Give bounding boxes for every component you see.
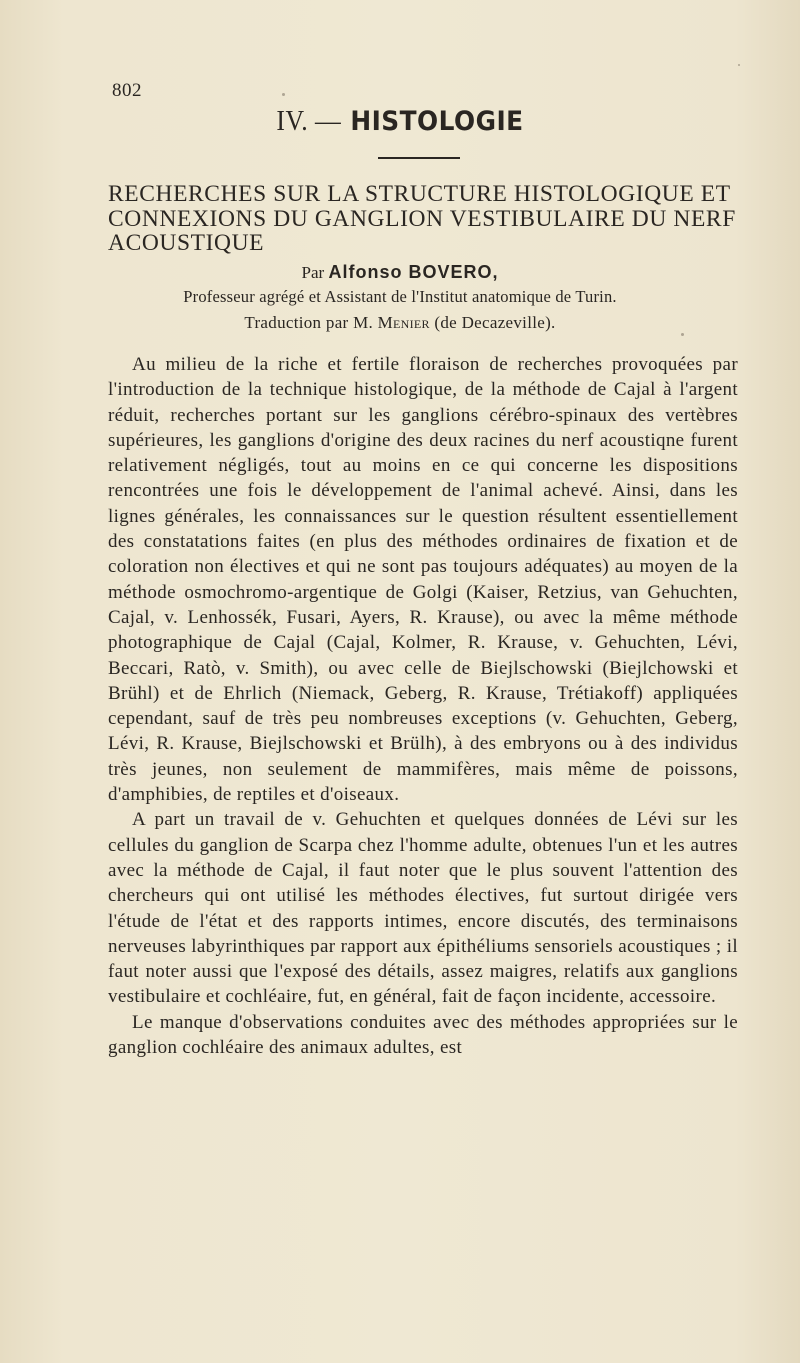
article-title: RECHERCHES SUR LA STRUCTURE HISTOLOGIQUE ET CONNEXIONS DU GANGLION VESTIBULAIRE DU NERF ACOUSTIQUE <box>108 181 736 256</box>
section-title: HISTOLOGIE <box>350 106 524 137</box>
paper-speck <box>282 93 285 96</box>
article-body <box>108 352 738 1060</box>
title-divider <box>378 157 460 159</box>
translator-name: Menier <box>377 313 430 332</box>
section-heading <box>32 106 768 138</box>
paragraph: A part un travail de v. Gehuchten et quelques données de Lévi sur les cellules du ganglion de Scarpa chez l'homme adulte, obtenues l'un et les autres avec la méthode de Cajal, il faut noter que le plus souvent l'attention des chercheurs qui ont utilisé les méthodes électives, fut surtout dirigée vers l'étude de l'état et des rapports intimes, encore discutés, des terminaisons nerveuses labyrinthiques par rapport aux épithéliums sensoriels acoustiques ; il faut noter aussi que l'exposé des détails, assez maigres, relatifs aux ganglions vestibulaire et cochléaire, fut, en général, fait de façon incidente, accessoire. <box>108 809 738 1008</box>
author-affiliation: Professeur agrégé et Assistant de l'Institut anatomique de Turin. <box>183 287 617 306</box>
byline-prefix: Par <box>301 263 325 282</box>
translator-place: (de Decazeville). <box>434 313 556 332</box>
paper-speck <box>738 64 740 66</box>
byline <box>0 262 800 283</box>
paper-speck <box>681 333 684 336</box>
author-name: Alfonso BOVERO, <box>328 262 499 282</box>
page-number: 802 <box>112 80 142 101</box>
paragraph: Au milieu de la riche et fertile floraison de recherches provoquées par l'introduction de la technique histologique, de la méthode de Cajal à l'argent réduit, recherches portant sur les ganglions cérébro-spinaux des vertèbres supérieures, les ganglions d'origine des deux racines du nerf acoustiqne furent relativement négligés, tout au moins en ce qui concerne les dispositions rencontrées une fois le développement de l'animal achevé. Ainsi, dans les lignes générales, les connaissances sur le question résultent essentiellement des constatations faites (en plus des méthodes ordinaires de fixation et de coloration non électives et qui ne sont pas toujours adéquates) au moyen de la méthode osmochromo-argentique de Golgi (Kaiser, Retzius, van Gehuchten, Cajal, v. Lenhossék, Fusari, Ayers, R. Krause), ou avec la même méthode photographique de Cajal (Cajal, Kolmer, R. Krause, v. Gehuchten, Lévi, Beccari, Ratò, v. Smith), ou avec celle de Biejlschowski (Biejlchowski et Brühl) et de Ehrlich (Niemack, Geberg, R. Krause, Trétiakoff) appliquées cependant, sauf de très peu nombreuses exceptions (v. Gehuchten, Geberg, Lévi, R. Krause, Biejlschowski et Brülh), à des embryons ou à des individus très jeunes, non seulement de mammifères, mais même de poissons, d'amphibies, de reptiles et d'oiseaux. <box>108 354 738 806</box>
translation-credit <box>0 313 800 333</box>
paragraph: Le manque d'observations conduites avec des méthodes appropriées sur le ganglion cochléaire des animaux adultes, est <box>108 1011 738 1059</box>
section-number: IV. — <box>276 106 342 137</box>
translation-prefix: Traduction par M. <box>244 313 374 332</box>
